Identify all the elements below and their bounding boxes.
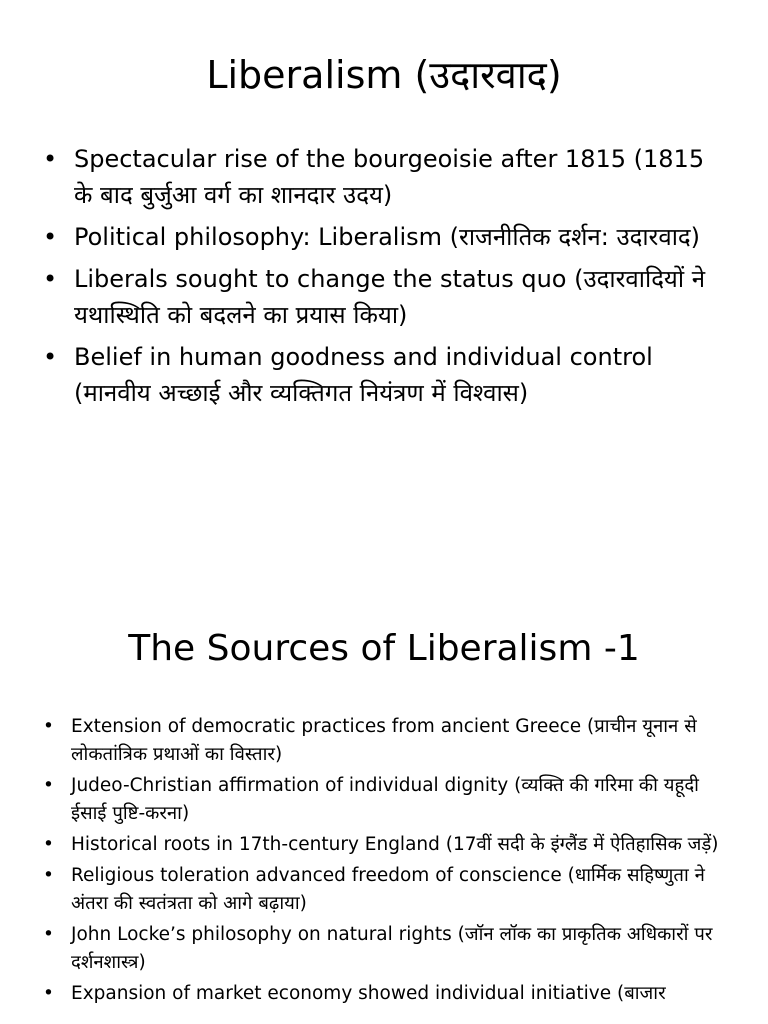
bullet-item	[40, 339, 730, 411]
bullet-dot-icon: •	[43, 924, 54, 945]
bullet-item	[40, 261, 730, 333]
bullet-list	[40, 141, 730, 417]
bullet-item	[40, 831, 730, 859]
bullet-text: Expansion of market economy showed individual initiative (बाजार	[71, 983, 666, 1004]
bullet-item	[40, 980, 730, 1008]
bullet-text: Political philosophy: Liberalism (राजनीतिक दर्शन: उदारवाद)	[74, 223, 701, 251]
bullet-text: Religious toleration advanced freedom of conscience (धार्मिक सहिष्णुता ने अंतरा की स्वतंत्रता को आगे बढ़ाया)	[71, 865, 705, 914]
bullet-text: Historical roots in 17th-century England (17वीं सदी के इंग्लैंड में ऐतिहासिक जड़ें)	[71, 834, 719, 855]
bullet-item	[40, 862, 730, 918]
bullet-text: John Locke’s philosophy on natural rights (जॉन लॉक का प्राकृतिक अधिकारों पर दर्शनशास्त्र)	[71, 924, 713, 973]
bullet-dot-icon: •	[43, 983, 54, 1004]
bullet-dot-icon: •	[43, 716, 54, 737]
slide-title: The Sources of Liberalism -1	[128, 628, 640, 669]
bullet-item	[40, 219, 730, 255]
bullet-dot-icon: •	[43, 265, 58, 293]
bullet-dot-icon: •	[43, 865, 54, 886]
bullet-dot-icon: •	[43, 343, 58, 371]
slide-title: Liberalism (उदारवाद)	[206, 53, 562, 97]
bullet-dot-icon: •	[43, 223, 58, 251]
bullet-dot-icon: •	[43, 145, 58, 173]
slide-sources-of-liberalism	[0, 600, 768, 1024]
bullet-item	[40, 713, 730, 769]
bullet-item	[40, 772, 730, 828]
bullet-text: Belief in human goodness and individual control (मानवीय अच्छाई और व्यक्तिगत नियंत्रण में विश्वास)	[74, 343, 653, 407]
bullet-dot-icon: •	[43, 775, 54, 796]
bullet-text: Judeo-Christian affirmation of individual dignity (व्यक्ति की गरिमा की यहूदी ईसाई पुष्टि-करना)	[71, 775, 699, 824]
bullet-text: Liberals sought to change the status quo (उदारवादियों ने यथास्थिति को बदलने का प्रयास किया)	[74, 265, 706, 329]
bullet-dot-icon: •	[43, 834, 54, 855]
bullet-item	[40, 921, 730, 977]
bullet-text: Spectacular rise of the bourgeoisie after 1815 (1815 के बाद बुर्जुआ वर्ग का शानदार उदय)	[74, 145, 705, 209]
bullet-list	[40, 713, 730, 1011]
bullet-item	[40, 141, 730, 213]
bullet-text: Extension of democratic practices from ancient Greece (प्राचीन यूनान से लोकतांत्रिक प्रथाओं का विस्तार)	[71, 716, 697, 765]
